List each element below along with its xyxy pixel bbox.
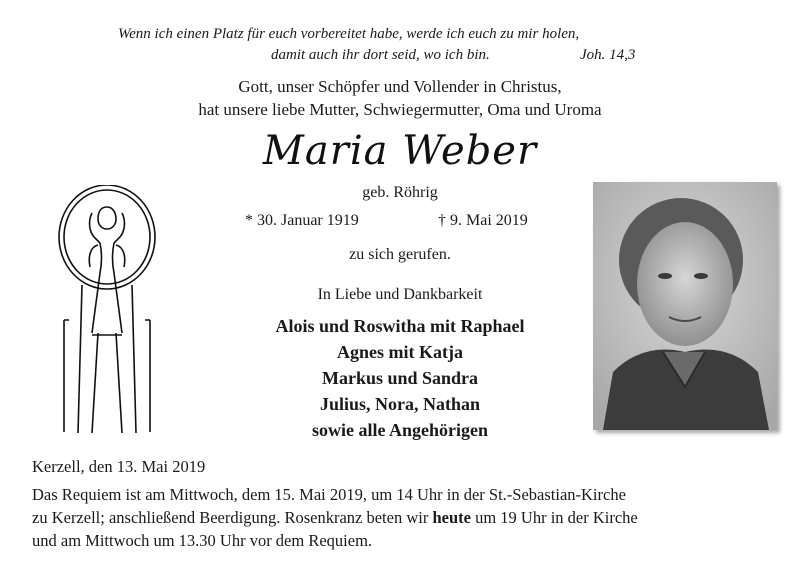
requiem-line-2 <box>32 507 638 529</box>
today-highlight: heute <box>432 508 471 527</box>
death-date: † 9. Mai 2019 <box>438 212 528 229</box>
intro-line-2: hat unsere liebe Mutter, Schwiegermutter, Oma und Uroma <box>198 100 602 119</box>
verse-line-2: damit auch ihr dort seid, wo ich bin. <box>271 47 490 63</box>
verse-line-1: Wenn ich einen Platz für euch vorbereitet habe, werde ich euch zu mir holen, <box>118 26 580 42</box>
portrait-photo <box>593 182 777 430</box>
requiem-line-3: und am Mittwoch um 13.30 Uhr vor dem Requiem. <box>32 531 373 550</box>
requiem-line-1: Das Requiem ist am Mittwoch, dem 15. Mai 2019, um 14 Uhr in der St.-Sebastian-Kirche <box>32 485 626 504</box>
called-home-text: zu sich gerufen. <box>349 246 451 263</box>
requiem-line-2-end: um 19 Uhr in der Kirche <box>470 508 638 527</box>
risen-christ-cross-icon <box>52 185 162 435</box>
birth-date: * 30. Januar 1919 <box>245 212 359 229</box>
place-date: Kerzell, den 13. Mai 2019 <box>32 457 206 476</box>
mourner-line-3: Markus und Sandra <box>321 368 479 388</box>
verse-reference: Joh. 14,3 <box>580 47 636 63</box>
requiem-line-2-start: zu Kerzell; anschließend Beerdigung. Rosenkranz beten wir <box>32 508 433 527</box>
mourners-intro: In Liebe und Dankbarkeit <box>317 286 483 303</box>
mourner-line-4: Julius, Nora, Nathan <box>319 394 481 414</box>
deceased-name: Maria Weber <box>262 128 538 174</box>
mourner-line-5: sowie alle Angehörigen <box>312 420 488 440</box>
mourner-line-1: Alois und Roswitha mit Raphael <box>275 316 525 336</box>
birth-name: geb. Röhrig <box>362 184 438 201</box>
intro-line-1: Gott, unser Schöpfer und Vollender in Christus, <box>238 77 562 96</box>
mourner-line-2: Agnes mit Katja <box>337 342 463 362</box>
